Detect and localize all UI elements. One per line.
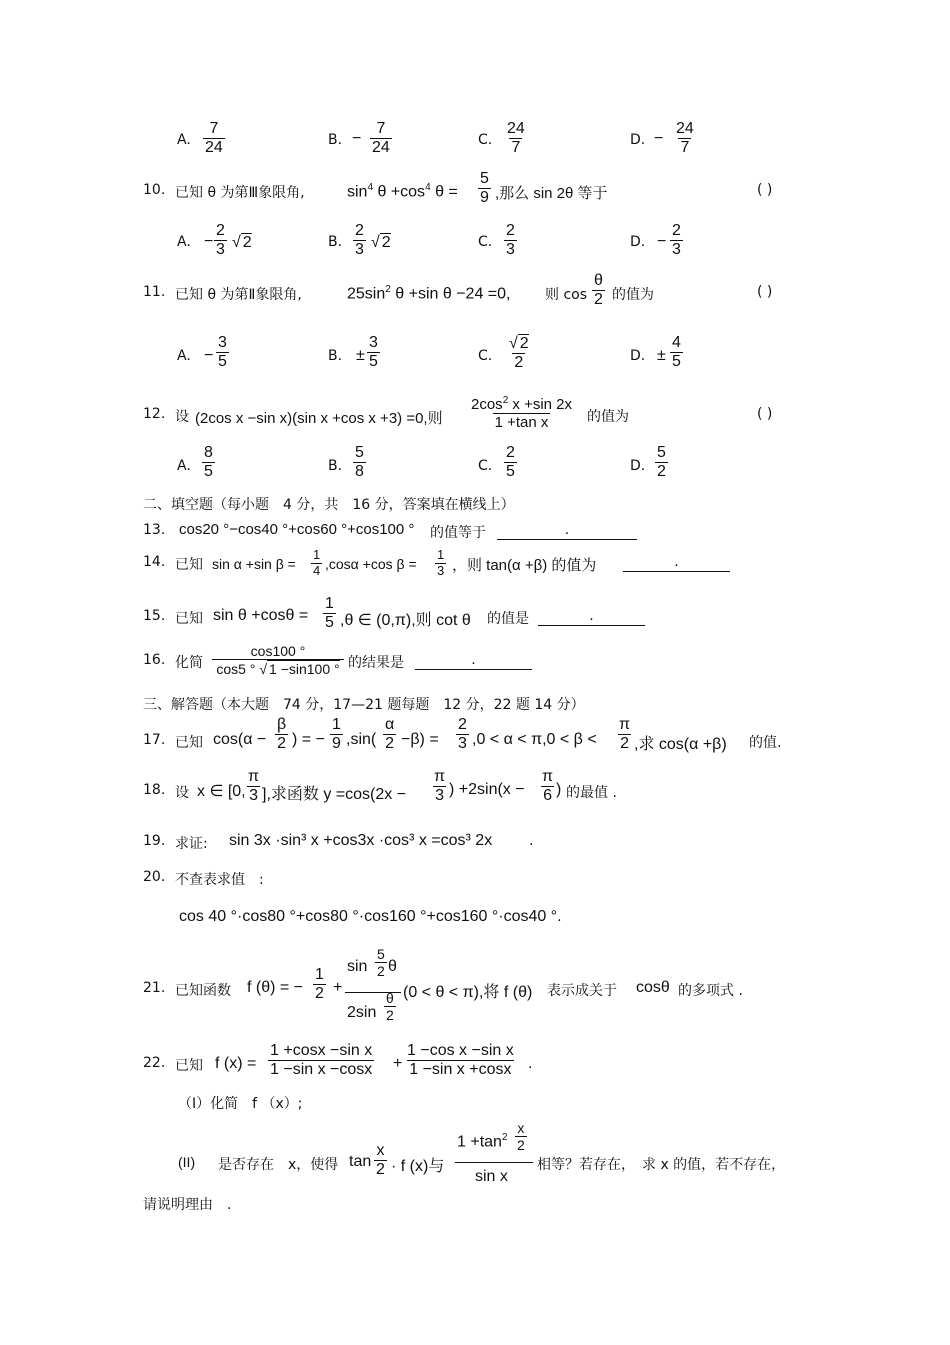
option-a-label: A.	[177, 132, 191, 148]
fraction-1: $\frac{1}{4}$	[313, 547, 321, 578]
question-19	[0, 830, 950, 854]
question-tail: 的值.	[749, 735, 782, 751]
answer-blank[interactable]: .	[497, 522, 637, 540]
option-b-label: B.	[328, 234, 343, 250]
option-d-sign: ±	[657, 347, 666, 364]
question-text-b: 表示成关于	[547, 983, 617, 999]
option-a-fraction: $\frac{7}{24}$	[205, 120, 223, 157]
option-a-sign: −	[204, 347, 214, 364]
question-16	[0, 643, 950, 691]
option-c-label: C.	[478, 458, 493, 474]
question-22-part-1: （I）化简 f （x）;	[178, 1096, 303, 1112]
question-text: 已知	[175, 611, 203, 627]
question-tail: 的值为	[612, 287, 654, 303]
tan-text: tan	[349, 1153, 372, 1170]
question-number: 16.	[143, 652, 166, 668]
option-c-label: C.	[478, 348, 493, 364]
question-number: 20.	[143, 869, 166, 885]
math-part-1: cos(α −	[213, 731, 267, 748]
option-b-label: B.	[328, 458, 343, 474]
question-text: 已知 θ 为第Ⅲ象限角,	[175, 185, 305, 201]
answer-paren: ( )	[757, 284, 773, 300]
question-13	[0, 520, 950, 542]
math-part-1: f (θ) = −	[247, 979, 304, 996]
option-a-sign: −	[204, 233, 214, 250]
fraction: $\frac{2\cos^2 x +\sin 2x}{\text{1 +tan x}}$	[471, 395, 573, 432]
question-21	[0, 946, 950, 1038]
numerator-theta: θ	[388, 958, 397, 975]
denominator: sin x	[475, 1168, 508, 1185]
question-tail: 的结果是	[348, 655, 404, 671]
fraction-3: $\frac{\pi}{6}$	[542, 768, 554, 805]
question-text: 已知函数	[175, 983, 231, 999]
option-b-fraction: $\frac{3}{5}$	[369, 334, 378, 371]
section-2-heading: 二、填空题（每小题 4 分，共 16 分，答案填在横线上）	[143, 497, 515, 513]
math-expression-a: sin α +sin β =	[212, 556, 296, 572]
q12-options	[0, 444, 950, 492]
option-b-fraction: $\frac{7}{24}$	[372, 120, 390, 157]
answer-blank[interactable]: .	[538, 608, 645, 626]
question-number: 13.	[143, 522, 166, 538]
denominator-sin: 2sin	[347, 1004, 377, 1021]
option-c-fraction: $\frac{2}{3}$	[506, 222, 515, 259]
q10-options	[0, 222, 950, 272]
math-expression: cos20 °−cos40 °+cos60 °+cos100 °	[179, 521, 415, 538]
question-text: 化简	[175, 655, 203, 671]
fraction-1: $\frac{\text{1 +cosx −sin x}}{\text{1 −sin x −cosx}}$	[270, 1042, 373, 1079]
math-part-4: −β) =	[401, 731, 439, 748]
option-c-fraction: $\frac{√ 2}{2}$	[509, 335, 529, 372]
question-20	[0, 868, 950, 890]
option-d-fraction: $\frac{24}{7}$	[676, 120, 694, 157]
question-22-part-2-tail: 请说明理由 .	[143, 1197, 232, 1213]
q9-options	[0, 120, 950, 170]
option-b-sign: −	[352, 130, 362, 147]
question-18	[0, 768, 950, 818]
option-d-label: D.	[630, 348, 646, 364]
option-b-root: √ 2	[371, 234, 391, 251]
option-d-fraction: $\frac{5}{2}$	[657, 444, 666, 481]
math-part-5: ,0 < α < π,0 < β <	[472, 731, 597, 748]
math-part-2: ) = −	[292, 731, 325, 748]
fraction-2: $\frac{\text{1 −cos x −sin x}}{\text{1 −sin x +cosx}}$	[407, 1042, 514, 1079]
part-label: (II)	[178, 1154, 196, 1170]
math-middle: · f (x)与	[391, 1158, 445, 1175]
option-d-sign: −	[654, 130, 664, 147]
option-d-label: D.	[630, 458, 646, 474]
question-22-part-2	[0, 1120, 950, 1192]
fraction-2: $\frac{1}{3}$	[437, 547, 445, 578]
option-a-label: A.	[177, 348, 191, 364]
numerator-sin: sin	[347, 958, 368, 975]
question-text: 设	[175, 409, 189, 425]
option-d-fraction: $\frac{4}{5}$	[672, 334, 681, 371]
question-number: 18.	[143, 782, 166, 798]
option-a-fraction: $\frac{2}{3}$	[216, 222, 225, 259]
question-tail: 的最值 .	[566, 785, 617, 801]
option-b-fraction: $\frac{2}{3}$	[355, 222, 364, 259]
question-text: 求证:	[175, 836, 208, 852]
math-expression-a: sin θ +cosθ =	[213, 607, 309, 624]
option-d-fraction: $\frac{2}{3}$	[672, 222, 681, 259]
numerator-fraction: $\frac{5}{2}$	[377, 946, 385, 980]
math-part-2: ],求函数 y =cos(2x −	[262, 786, 407, 803]
question-text: 已知	[175, 735, 203, 751]
question-number: 14.	[143, 554, 166, 570]
math-part-1: x ∈ [0,	[197, 783, 246, 800]
option-a-label: A.	[177, 458, 191, 474]
math-expression: $25\sin^2$ θ +sin θ −24 =0,	[347, 284, 511, 303]
option-c-fraction: $\frac{2}{5}$	[506, 444, 515, 481]
question-20-expression	[0, 906, 950, 930]
math-part-3: ,sin(	[346, 731, 377, 748]
option-a-fraction: $\frac{8}{5}$	[204, 444, 213, 481]
answer-blank[interactable]: .	[623, 554, 730, 572]
math-expression-b: ,cosα +cos β =	[325, 556, 417, 572]
fraction: $\frac{\cos 100 ^\circ}{\cos 5 ^\circ √ 1 -\sin 100 ^\circ}$	[212, 643, 344, 677]
fraction-5: $\frac{\pi}{2}$	[619, 716, 631, 753]
option-b-label: B.	[328, 132, 343, 148]
period: .	[529, 832, 534, 849]
fraction-bar	[455, 1162, 533, 1163]
question-tail: 的值为	[587, 409, 629, 425]
question-text-b: 则 cos	[545, 287, 588, 303]
question-number: 19.	[143, 833, 166, 849]
fraction: $\frac{5}{9}$	[480, 170, 489, 207]
option-d-label: D.	[630, 132, 646, 148]
part-text-b: 相等？若存在， 求 x 的值，若不存在，	[537, 1157, 786, 1173]
question-15	[0, 595, 950, 641]
question-number: 17.	[143, 732, 166, 748]
option-c-fraction: $\frac{24}{7}$	[507, 120, 525, 157]
math-expression-b: ,θ ∈ (0,π),则 cot θ	[340, 612, 471, 629]
math-part-3: (0 < θ < π),将 f (θ)	[403, 984, 533, 1001]
fraction-4: $\frac{2}{3}$	[458, 716, 467, 753]
math-part-4: )	[556, 781, 562, 798]
question-number: 22.	[143, 1055, 166, 1071]
plus-sign: +	[393, 1055, 403, 1072]
math-expression: sin 3x ·sin³ x +cos3x ·cos³ x =cos³ 2x	[229, 832, 493, 849]
question-text: 已知	[175, 1058, 203, 1074]
math-part-3: ) +2sin(x −	[449, 781, 525, 798]
question-text: 设	[175, 785, 189, 801]
fraction-1: $\frac{\pi}{3}$	[248, 768, 260, 805]
fraction-2: $\frac{\pi}{3}$	[434, 768, 446, 805]
question-12	[0, 395, 950, 441]
option-d-label: D.	[630, 234, 646, 250]
question-14	[0, 548, 950, 588]
math-expression: cos 40 °·cos80 °+cos80 °·cos160 °+cos160 °·cos40 °.	[179, 908, 562, 925]
math-part-4: cosθ	[636, 979, 670, 996]
question-10	[0, 170, 950, 220]
plus-sign: +	[333, 979, 343, 996]
denominator-fraction: $\frac{\theta}{2}$	[386, 990, 394, 1024]
question-number: 10.	[143, 182, 166, 198]
fraction-2: $\frac{1}{9}$	[332, 716, 341, 753]
option-c-label: C.	[478, 234, 493, 250]
option-c-label: C.	[478, 132, 493, 148]
option-a-root: √ 2	[232, 234, 252, 251]
fraction-3: $\frac{\alpha}{2}$	[385, 716, 395, 753]
math-part-1: f (x) =	[215, 1055, 257, 1072]
question-tail: ，则 tan(α +β) 的值为	[452, 557, 597, 574]
question-tail: 的多项式 .	[678, 983, 743, 999]
option-b-fraction: $\frac{5}{8}$	[355, 444, 364, 481]
section-3-heading: 三、解答题（本大题 74 分，17—21 题每题 12 分，22 题 14 分）	[143, 697, 585, 713]
option-b-sign: ±	[356, 347, 365, 364]
question-text: 不查表求值 :	[175, 872, 264, 888]
question-number: 12.	[143, 406, 166, 422]
math-part-6: ,求 cos(α +β)	[634, 736, 727, 753]
question-number: 21.	[143, 980, 166, 996]
answer-paren: ( )	[757, 406, 773, 422]
math-expression: (2cos x −sin x)(sin x +cos x +3) =0,则	[195, 410, 443, 427]
part-text: 是否存在 x，使得	[218, 1157, 339, 1173]
option-d-sign: −	[657, 233, 667, 250]
answer-blank[interactable]: .	[415, 652, 532, 670]
question-text: 已知 θ 为第Ⅱ象限角,	[175, 287, 302, 303]
fraction: $\frac{\theta}{2}$	[594, 272, 603, 309]
question-tail: 的值是	[487, 611, 529, 627]
fraction-1: $\frac{\beta}{2}$	[277, 716, 287, 753]
question-22	[0, 1042, 950, 1090]
option-a-label: A.	[177, 234, 191, 250]
answer-paren: ( )	[757, 182, 773, 198]
option-a-fraction: $\frac{3}{5}$	[218, 334, 227, 371]
question-text: 的值等于	[430, 525, 486, 541]
question-11	[0, 272, 950, 320]
question-17	[0, 716, 950, 766]
q11-options	[0, 334, 950, 384]
math-expression: $\sin^4 \theta +\cos^4$ θ =	[347, 182, 458, 201]
tan-fraction: $\frac{x}{2}$	[376, 1142, 385, 1179]
option-b-label: B.	[328, 348, 343, 364]
question-tail: ,那么 sin 2θ 等于	[495, 185, 608, 202]
period: .	[528, 1055, 533, 1072]
fraction: $\frac{1}{5}$	[325, 595, 334, 632]
question-number: 15.	[143, 608, 166, 624]
numerator: $1 +\tan^2$	[457, 1132, 508, 1151]
numerator-fraction: $\frac{x}{2}$	[517, 1120, 525, 1154]
fraction-half: $\frac{1}{2}$	[315, 966, 324, 1003]
question-number: 11.	[143, 284, 166, 300]
question-text: 已知	[175, 557, 203, 573]
